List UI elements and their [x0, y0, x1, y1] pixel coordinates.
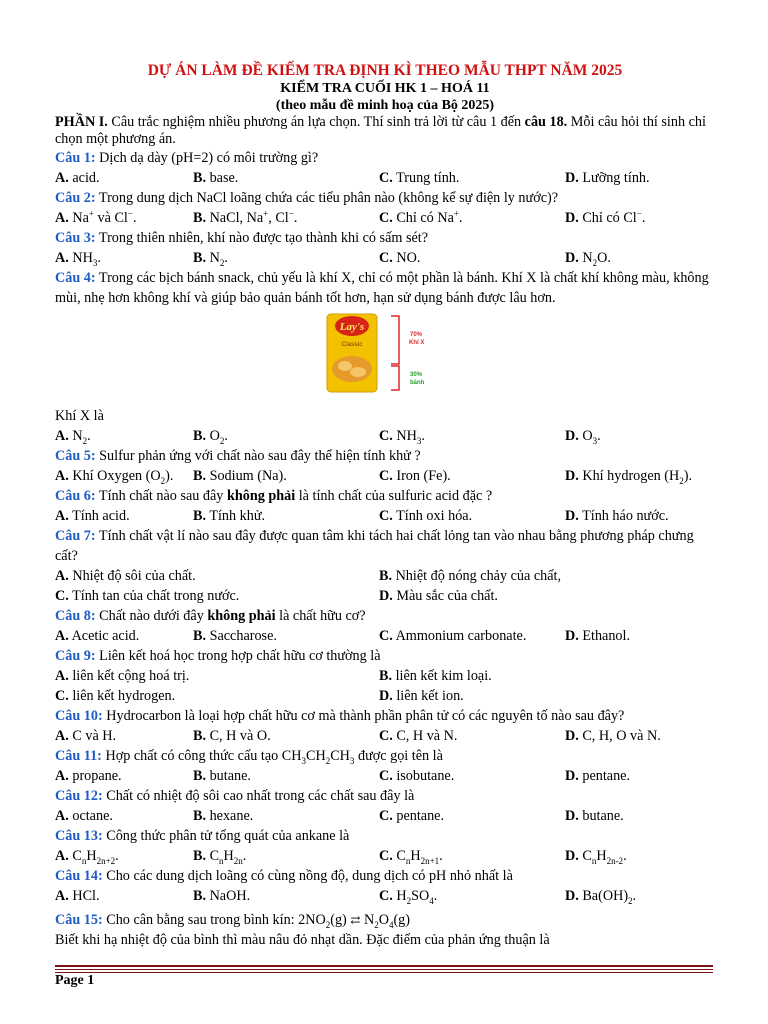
- question-12: [55, 786, 715, 806]
- option-a[interactable]: A. HCl.: [55, 888, 100, 904]
- option-a[interactable]: A. acid.: [55, 170, 100, 186]
- option-b[interactable]: B. Sodium (Na).: [193, 468, 287, 484]
- snack-bag-figure: [55, 312, 715, 402]
- options-11: [55, 766, 715, 786]
- question-9: [55, 646, 715, 666]
- gas-label: Khí X: [409, 340, 425, 346]
- option-a[interactable]: A. $C_nH_{2n+2}$.: [55, 848, 119, 866]
- question-number: Câu 9:: [55, 648, 96, 664]
- option-a[interactable]: A. propane.: [55, 768, 122, 784]
- question-number: Câu 14:: [55, 868, 103, 884]
- question-number: Câu 10:: [55, 708, 103, 724]
- question-2: [55, 188, 715, 208]
- question-number: Câu 1:: [55, 150, 96, 166]
- option-a[interactable]: A. Khí Oxygen $(O_2)$.: [55, 468, 174, 486]
- question-4: [55, 268, 715, 308]
- brand-logo-text: Lay's: [339, 321, 365, 333]
- question-1: [55, 148, 715, 168]
- question-text: Hydrocarbon là loại hợp chất hữu cơ mà thành phần phân tử có các nguyên tố nào sau đây?: [102, 708, 625, 724]
- option-d[interactable]: D. liên kết ion.: [379, 688, 464, 704]
- option-d[interactable]: D. butane.: [565, 808, 624, 824]
- emphasis: không phải: [207, 608, 276, 624]
- option-c[interactable]: C. NO.: [379, 250, 421, 266]
- emphasis: không phải: [226, 488, 296, 504]
- option-d[interactable]: D. Khí hydrogen $(H_2)$.: [565, 468, 693, 486]
- option-b[interactable]: B. $C_nH_{2n}$.: [193, 848, 247, 866]
- question-11: Câu 11: Hợp chất có công thức cấu tạo $CH_3CH_2CH_3$ được gọi tên là: [55, 748, 443, 766]
- option-c[interactable]: C. Chỉ có Na+.: [379, 208, 463, 226]
- options-9: [55, 666, 715, 706]
- option-b[interactable]: B. NaOH.: [193, 888, 251, 904]
- option-c[interactable]: C. pentane.: [379, 808, 445, 824]
- question-number: Câu 2:: [55, 190, 96, 206]
- part-label: PHẦN I.: [55, 114, 108, 130]
- option-b[interactable]: B. NaCl, Na+, Cl−.: [193, 208, 298, 226]
- question-number: Câu 4:: [55, 270, 96, 286]
- option-b[interactable]: B. base.: [193, 170, 239, 186]
- question-5: [55, 446, 715, 466]
- intro-text-b: Mỗi câu hỏi thí sinh chỉ chọn một phương án.: [55, 114, 706, 147]
- flavor-text: Classic: [341, 341, 363, 348]
- exam-subtitle: KIỂM TRA CUỐI HK 1 – HOÁ 11: [280, 81, 490, 96]
- option-d[interactable]: D. Tính háo nước.: [565, 508, 669, 524]
- question-text: Dịch dạ dày (pH=2) có môi trường gì?: [95, 150, 319, 166]
- question-14: [55, 866, 715, 886]
- question-text: Tính chất vật lí nào sau đây được quan tâm khi tách hai chất lỏng tan vào nhau bằng phương pháp chưng cất?: [55, 528, 694, 564]
- option-a[interactable]: A. $NH_3$.: [55, 250, 101, 268]
- question-text: Chất có nhiệt độ sôi cao nhất trong các chất sau đây là: [102, 788, 415, 804]
- options-7: [55, 566, 715, 606]
- option-d[interactable]: D. C, H, O và N.: [565, 728, 661, 744]
- question-text: Trong dung dịch NaCl loãng chứa các tiểu phân nào (không kể sự điện ly nước)?: [95, 190, 559, 206]
- question-text: Công thức phân tử tổng quát của ankane là: [102, 828, 350, 844]
- option-c[interactable]: C. C, H và N.: [379, 728, 458, 744]
- option-b[interactable]: B. hexane.: [193, 808, 254, 824]
- options-5: [55, 466, 715, 486]
- option-a[interactable]: A. octane.: [55, 808, 113, 824]
- gas-bracket: [391, 316, 399, 364]
- question-15-text: Biết khi hạ nhiệt độ của bình thì màu nâu đỏ nhạt dần. Đặc điểm của phản ứng thuận là: [55, 932, 550, 948]
- chips-percent: 30%: [410, 372, 423, 378]
- part-intro: [55, 114, 715, 148]
- snack-bag-image: [325, 312, 465, 396]
- question-15: Câu 15: Cho cân bằng sau trong bình kín: $2NO_2(g)$ ⇄ $N_2O_4(g)$: [55, 912, 410, 930]
- option-c[interactable]: C. Tính tan của chất trong nước.: [55, 588, 240, 604]
- question-text: Sulfur phản ứng với chất nào sau đây thể hiện tính khử ?: [95, 448, 421, 464]
- intro-text-a: Câu trắc nghiệm nhiều phương án lựa chọn. Thí sinh trả lời từ câu 1 đến: [107, 114, 525, 130]
- chips-bracket: [391, 366, 399, 390]
- option-c[interactable]: C. Trung tính.: [379, 170, 460, 186]
- option-a[interactable]: A. liên kết cộng hoá trị.: [55, 668, 190, 684]
- exam-page: [55, 62, 715, 950]
- question-4-stem: Khí X là: [55, 408, 104, 424]
- option-b[interactable]: B. Tính khử.: [193, 508, 266, 524]
- option-b[interactable]: B. butane.: [193, 768, 251, 784]
- option-a[interactable]: A. Nhiệt độ sôi của chất.: [55, 568, 196, 584]
- page-number: Page 1: [55, 973, 95, 988]
- exam-project-title: DỰ ÁN LÀM ĐỀ KIẾM TRA ĐỊNH KÌ THEO MẪU THPT NĂM 2025: [147, 62, 623, 79]
- option-a[interactable]: A. C và H.: [55, 728, 117, 744]
- question-text: Cho các dung dịch loãng có cùng nồng độ, dung dịch có pH nhỏ nhất là: [102, 868, 513, 884]
- question-number: Câu 13:: [55, 828, 103, 844]
- options-6: [55, 506, 715, 526]
- option-c[interactable]: C. isobutane.: [379, 768, 455, 784]
- option-c[interactable]: C. Tính oxi hóa.: [379, 508, 473, 524]
- option-c[interactable]: C. Ammonium carbonate.: [379, 628, 527, 644]
- question-number: Câu 8:: [55, 608, 96, 624]
- gas-percent: 70%: [410, 332, 423, 338]
- option-d[interactable]: D. $O_3$.: [565, 428, 601, 446]
- option-b[interactable]: B. Saccharose.: [193, 628, 277, 644]
- options-1: [55, 168, 715, 188]
- exam-note: (theo mẫu đề minh hoạ của Bộ 2025): [275, 98, 495, 113]
- option-d[interactable]: D. pentane.: [565, 768, 631, 784]
- question-number: Câu 15:: [55, 912, 103, 928]
- option-c[interactable]: C. $NH_3$.: [379, 428, 425, 446]
- question-text: Liên kết hoá học trong hợp chất hữu cơ thường là: [95, 648, 381, 664]
- option-b[interactable]: B. $N_2$.: [193, 250, 228, 268]
- chips-label: bánh: [410, 380, 425, 386]
- options-2: [55, 208, 715, 228]
- option-c[interactable]: C. Iron (Fe).: [379, 468, 451, 484]
- question-number: Câu 5:: [55, 448, 96, 464]
- option-a[interactable]: A. Tính acid.: [55, 508, 130, 524]
- question-number: Câu 11:: [55, 748, 102, 764]
- option-b[interactable]: B. Nhiệt độ nóng chảy của chất,: [379, 568, 562, 584]
- footer-rule: [55, 965, 713, 973]
- question-number: Câu 3:: [55, 230, 96, 246]
- option-b[interactable]: B. C, H và O.: [193, 728, 271, 744]
- options-10: [55, 726, 715, 746]
- options-3: [55, 248, 715, 268]
- option-b[interactable]: B. $O_2$.: [193, 428, 228, 446]
- option-a[interactable]: A. Na+ và Cl−.: [55, 208, 137, 226]
- question-6: Câu 6: Tính chất nào sau đây không phải là tính chất của sulfuric acid đặc ?: [55, 488, 493, 504]
- option-c[interactable]: C. $H_2SO_4$.: [379, 888, 438, 906]
- question-7: [55, 526, 715, 566]
- question-3: [55, 228, 715, 248]
- option-d[interactable]: D. Chỉ có Cl−.: [565, 208, 646, 226]
- option-c[interactable]: C. liên kết hydrogen.: [55, 688, 176, 704]
- question-number: Câu 6:: [55, 488, 96, 504]
- question-text: Trong các bịch bánh snack, chủ yếu là khí X, chỉ có một phần là bánh. Khí X là chất khí không màu, không mùi, nhẹ hơn không khí và giúp bảo quản bánh tốt hơn, hạn sử dụng bánh được lâu hơn.: [55, 270, 709, 306]
- option-b[interactable]: B. liên kết kim loại.: [379, 668, 492, 684]
- options-4: [55, 426, 715, 446]
- options-13: [55, 846, 715, 866]
- question-13: [55, 826, 715, 846]
- intro-strong: câu 18.: [524, 114, 568, 130]
- option-a[interactable]: A. Acetic acid.: [55, 628, 140, 644]
- option-d[interactable]: D. Lưỡng tính.: [565, 170, 650, 186]
- option-c[interactable]: C. $C_nH_{2n+1}$.: [379, 848, 443, 866]
- option-d[interactable]: D. Ethanol.: [565, 628, 631, 644]
- question-text: Trong thiên nhiên, khí nào được tạo thành khi có sấm sét?: [95, 230, 429, 246]
- option-a[interactable]: A. $N_2$.: [55, 428, 91, 446]
- question-8: Câu 8: Chất nào dưới đây không phải là chất hữu cơ?: [55, 608, 366, 624]
- options-8: [55, 626, 715, 646]
- question-number: Câu 7:: [55, 528, 96, 544]
- question-number: Câu 12:: [55, 788, 103, 804]
- options-12: [55, 806, 715, 826]
- option-d[interactable]: D. $Ba(OH)_2$.: [565, 888, 637, 906]
- option-d[interactable]: D. $N_2O$.: [565, 250, 611, 268]
- options-14: [55, 886, 715, 906]
- question-10: [55, 706, 715, 726]
- option-d[interactable]: D. Màu sắc của chất.: [379, 588, 498, 604]
- option-d[interactable]: D. $C_nH_{2n-2}$.: [565, 848, 627, 866]
- equilibrium-arrow-icon: ⇄: [350, 913, 361, 927]
